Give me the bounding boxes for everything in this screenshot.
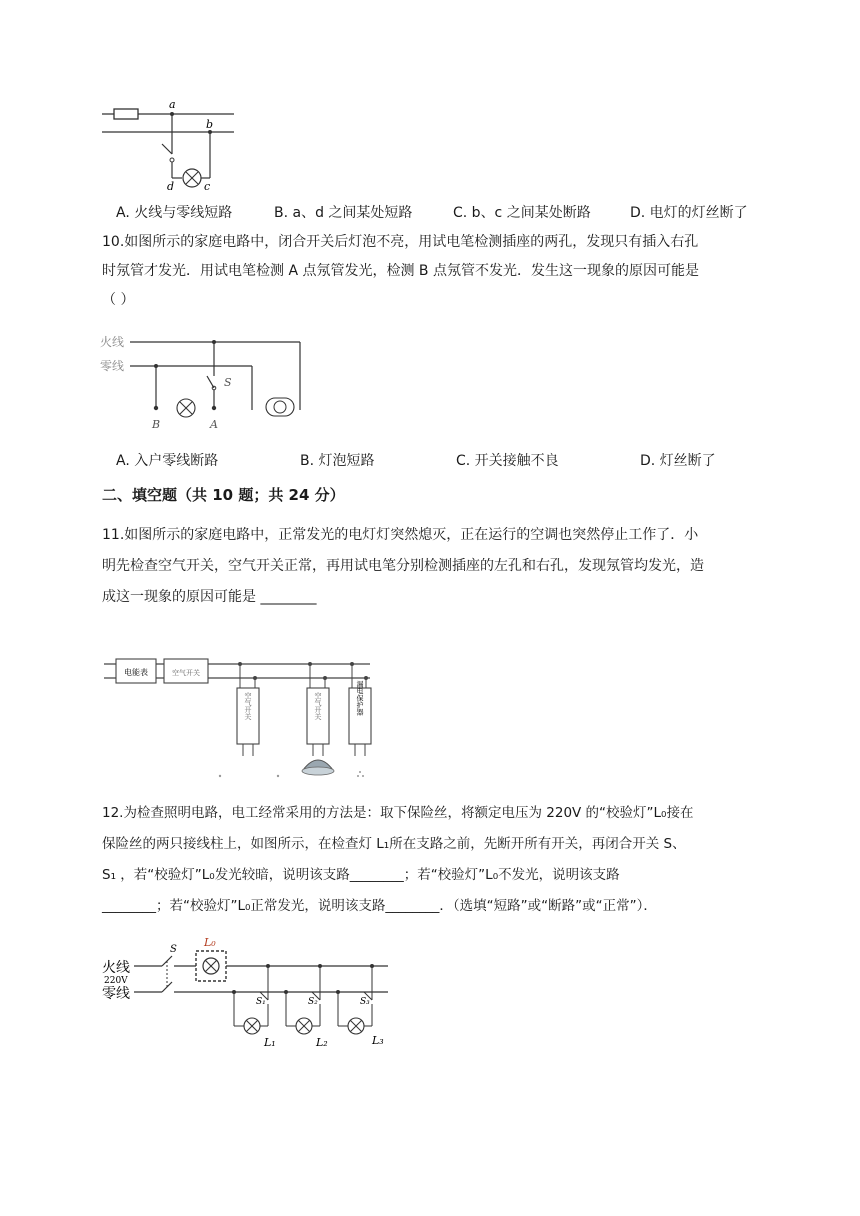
label-a: a [169,98,176,111]
main-breaker-label: 空气开关 [172,669,200,677]
q10-line-3: （ ） [102,292,135,308]
q11-circuit-diagram [100,654,390,784]
check-lamp-l0-label: L₀ [204,936,216,949]
q12-line-4: ________；若“校验灯”L₀正常发光，说明该支路________．（选填“短路”或“断路”或“正常”）． [102,898,657,914]
q11-line-2: 明先检查空气开关，空气开关正常，再用试电笔分别检测插座的左孔和右孔，发现氖管均发光，造 [102,558,704,574]
q10-option-a[interactable]: A. 入户零线断路 [116,453,219,469]
neutral-wire-label: 零线 [102,986,130,1002]
neutral-wire-label: 零线 [100,359,125,373]
switch-symbol [162,144,172,154]
label-d: d [167,180,175,192]
lamp-l2-label: L₂ [316,1036,328,1049]
switch-s-label: S [224,376,232,389]
q10-line-2: 时氖管才发光．用试电笔检测 A 点氖管发光，检测 B 点氖管不发光．发生这一现象的原因可能是 [102,263,699,279]
point-a-label: A [210,418,218,431]
rcd-label: 漏电保护器 [356,680,364,716]
label-b: b [206,118,214,131]
point-b-label: B [152,418,161,431]
q10-option-c[interactable]: C. 开关接触不良 [456,453,559,469]
q10-options [116,450,756,470]
q10-question [102,228,762,315]
q11-line-3: 成这一现象的原因可能是 [102,589,256,605]
switch-s2-label: S₂ [308,997,318,1007]
q9-option-d[interactable]: D. 电灯的灯丝断了 [630,205,748,221]
energy-meter-label: 电能表 [124,668,148,677]
switch-s-label: S [170,944,177,955]
q12-question [102,798,762,922]
q12-line-2: 保险丝的两只接线柱上，如图所示，在检查灯 L₁所在支路之前，先断开所有开关，再闭合开关 S、 [102,836,686,852]
q9-circuit-diagram [100,96,240,192]
q9-option-a[interactable]: A. 火线与零线短路 [116,205,233,221]
q10-option-b[interactable]: B. 灯泡短路 [300,453,375,469]
section-heading: 二、填空题（共 10 题；共 24 分） [102,486,345,504]
q12-line-3: S₁ ，若“校验灯”L₀发光较暗，说明该支路________；若“校验灯”L₀不发光，说明该支路 [102,867,620,883]
live-wire-label: 火线 [100,335,125,349]
q10-line-1: 10.如图所示的家庭电路中，闭合开关后灯泡不亮，用试电笔检测插座的两孔，发现只有插入右孔 [102,234,699,250]
lamp-l3-label: L₃ [372,1034,384,1047]
fuse-symbol [114,109,138,119]
label-c: c [204,180,211,192]
switch-s3-label: S₃ [360,997,370,1007]
q11-answer-blank[interactable]: ________ [260,589,317,605]
breaker-1-label: 空气开关 [244,692,252,720]
q9-option-c[interactable]: C. b、c 之间某处断路 [453,205,591,221]
q11-line-1: 11.如图所示的家庭电路中，正常发光的电灯灯突然熄灭，正在运行的空调也突然停止工作了．小 [102,527,699,543]
q11-question [102,520,762,613]
switch-s1-label: S₁ [256,997,266,1007]
q12-circuit-diagram [100,934,400,1054]
q10-option-d[interactable]: D. 灯丝断了 [640,453,716,469]
breaker-2-label: 空气开关 [314,692,322,720]
lamp-l1-label: L₁ [264,1036,276,1049]
q12-line-1: 12.为检查照明电路，电工经常采用的方法是：取下保险丝，将额定电压为 220V 的“校验灯”L₀接在 [102,805,694,821]
live-wire-label: 火线 [102,960,130,976]
q9-options [116,202,756,222]
q9-option-b[interactable]: B. a、d 之间某处短路 [274,205,413,221]
voltage-label: 220V [104,976,128,986]
q10-circuit-diagram [100,332,310,432]
